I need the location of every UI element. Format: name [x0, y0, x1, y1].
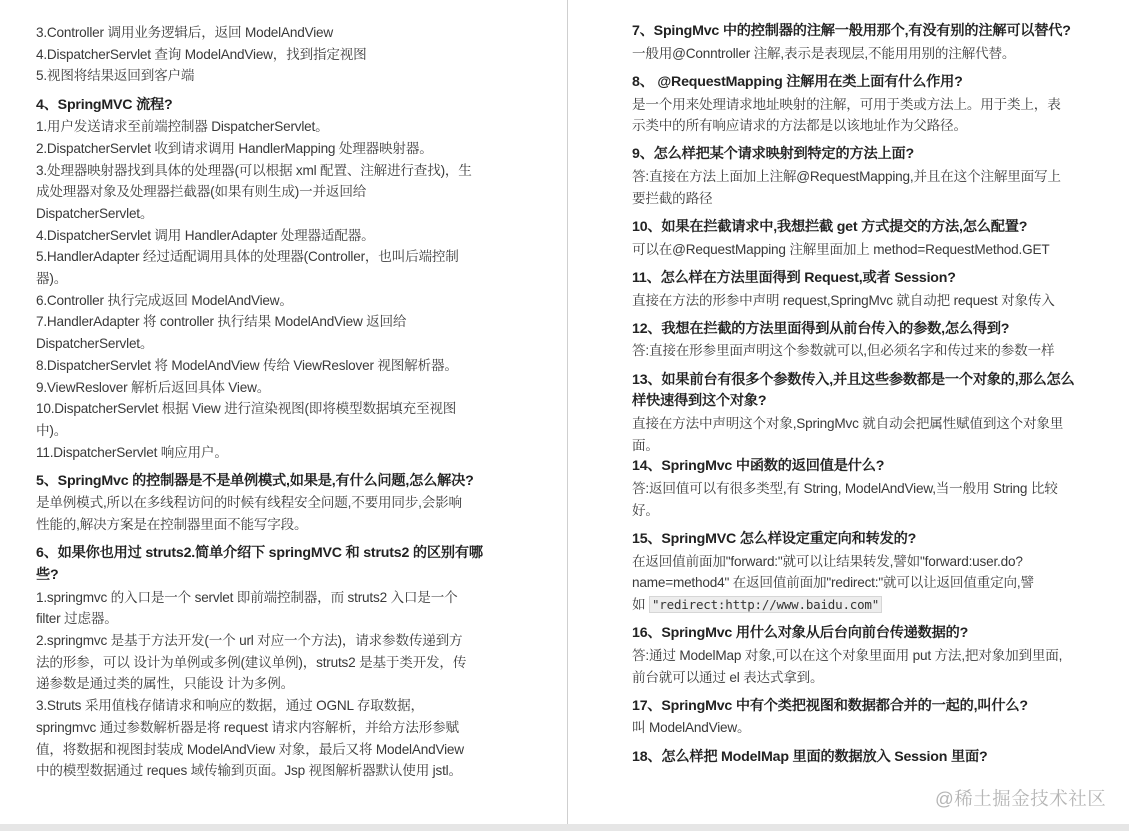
- text-line: 10、如果在拦截请求中,我想拦截 get 方式提交的方法,怎么配置?: [632, 219, 1028, 235]
- answer-paragraph: [632, 478, 1122, 521]
- text-line: 性能的,解决方案是在控制器里面不能写字段。: [36, 517, 308, 533]
- question-heading: [632, 696, 1122, 718]
- text-line: DispatcherServlet。: [36, 336, 154, 352]
- question-heading: [36, 471, 556, 493]
- text-line: 值，将数据和视图封装成 ModelAndView 对象，最后又将 ModelAndView: [36, 741, 464, 757]
- text-line: 1.springmvc 的入口是一个 servlet 即前端控制器，而 struts2 入口是一个: [36, 589, 458, 605]
- question-heading: [632, 21, 1122, 43]
- text-line: 17、SpringMvc 中有个类把视图和数据都合并的一起的,叫什么?: [632, 697, 1028, 714]
- text-line: 11、怎么样在方法里面得到 Request,或者 Session?: [632, 269, 956, 286]
- text-line: 答:直接在方法上面加上注解@RequestMapping,并且在这个注解里面写上: [632, 169, 1061, 185]
- answer-paragraph: [632, 166, 1122, 209]
- text-line: 6.Controller 执行完成返回 ModelAndView。: [36, 292, 293, 308]
- text-line: 是一个用来处理请求地址映射的注解，可用于类或方法上。用于类上，表: [632, 96, 1061, 112]
- answer-paragraph: [632, 239, 1122, 261]
- text-line: 8.DispatcherServlet 将 ModelAndView 传给 ViewReslover 视图解析器。: [36, 357, 458, 373]
- answer-paragraph: [36, 116, 556, 463]
- text-line: 16、SpringMvc 用什么对象从后台向前台传递数据的?: [632, 625, 969, 642]
- text-line: 示类中的所有响应请求的方法都是以该地址作为父路径。: [632, 118, 967, 134]
- text-line: 5、SpringMvc 的控制器是不是单例模式,如果是,有什么问题,怎么解决?: [36, 472, 474, 489]
- question-heading: [632, 747, 1122, 769]
- question-heading: [632, 456, 1122, 478]
- text-span: 如: [632, 597, 649, 612]
- question-heading: [36, 543, 556, 586]
- answer-paragraph: [632, 645, 1122, 688]
- text-line: 答:直接在形参里面声明这个参数就可以,但必须名字和传过来的参数一样: [632, 343, 1055, 359]
- text-line: 11.DispatcherServlet 响应用户。: [36, 444, 228, 460]
- text-line: 5.视图将结果返回到客户端: [36, 68, 195, 84]
- question-heading: [632, 268, 1122, 290]
- text-line: 前台就可以通过 el 表达式拿到。: [632, 669, 824, 685]
- viewer-bottom-bar: [0, 824, 1129, 831]
- answer-paragraph: [632, 413, 1122, 456]
- text-line: 4、SpringMVC 流程?: [36, 96, 173, 113]
- text-line: 叫 ModelAndView。: [632, 720, 751, 736]
- text-line: 些?: [36, 567, 59, 583]
- text-line: 成处理器对象及处理器拦截器(如果有则生成)一并返回给: [36, 184, 367, 200]
- text-line: 器)。: [36, 271, 68, 287]
- question-heading: [632, 319, 1122, 341]
- left-page-content: [36, 22, 556, 782]
- text-line: 6、如果你也用过 struts2.简单介绍下 springMVC 和 struts2 的区别有哪: [36, 545, 483, 562]
- text-line: filter 过虑器。: [36, 611, 118, 627]
- text-line: 答:通过 ModelMap 对象,可以在这个对象里面用 put 方法,把对象加到里面,: [632, 647, 1063, 663]
- answer-paragraph: [632, 340, 1122, 362]
- text-line: 5.HandlerAdapter 经过适配调用具体的处理器(Controller，也叫后端控制: [36, 249, 459, 265]
- text-line: 18、怎么样把 ModelMap 里面的数据放入 Session 里面?: [632, 748, 988, 765]
- text-line: 直接在方法中声明这个对象,SpringMvc 就自动会把属性赋值到这个对象里: [632, 416, 1064, 431]
- text-line: 2.DispatcherServlet 收到请求调用 HandlerMapping 处理器映射器。: [36, 140, 433, 156]
- text-line: name=method4" 在返回值前面加"redirect:"就可以让返回值重定向,譬: [632, 575, 1034, 591]
- text-line: 2.springmvc 是基于方法开发(一个 url 对应一个方法)，请求参数传递到方: [36, 633, 463, 649]
- text-line: 9、怎么样把某个请求映射到特定的方法上面?: [632, 146, 914, 163]
- text-line: 15、SpringMVC 怎么样设定重定向和转发的?: [632, 530, 917, 547]
- text-line: 在返回值前面加"forward:"就可以让结果转发,譬如"forward:user.do?: [632, 553, 1023, 569]
- question-heading: [632, 529, 1122, 551]
- answer-paragraph: [632, 551, 1122, 616]
- text-line: 1.用户发送请求至前端控制器 DispatcherServlet。: [36, 119, 329, 135]
- right-page-content: [632, 21, 1122, 768]
- text-line: 4.DispatcherServlet 查询 ModelAndView，找到指定视图: [36, 46, 367, 62]
- right-page: [568, 0, 1129, 824]
- text-line: 可以在@RequestMapping 注解里面加上 method=RequestMethod.GET: [632, 241, 1050, 257]
- question-heading: [632, 623, 1122, 645]
- text-line: 面。: [632, 437, 659, 453]
- text-line: 4.DispatcherServlet 调用 HandlerAdapter 处理器适配器。: [36, 227, 375, 243]
- text-line: 14、SpringMvc 中函数的返回值是什么?: [632, 458, 885, 475]
- answer-paragraph: [36, 22, 556, 87]
- answer-paragraph: [632, 290, 1122, 312]
- text-line: 8、 @RequestMapping 注解用在类上面有什么作用?: [632, 73, 963, 90]
- question-heading: [632, 370, 1122, 413]
- text-line: 7、SpingMvc 中的控制器的注解一般用那个,有没有别的注解可以替代?: [632, 23, 1071, 39]
- left-page: [0, 0, 567, 824]
- text-line: 递参数是通过类的属性，只能设 计为多例。: [36, 676, 295, 692]
- text-line-with-code: [632, 594, 1122, 616]
- text-line: 一般用@Conntroller 注解,表示是表现层,不能用用别的注解代替。: [632, 45, 1016, 61]
- question-heading: [632, 144, 1122, 166]
- text-line: 好。: [632, 502, 659, 518]
- question-heading: [36, 95, 556, 117]
- text-line: 是单例模式,所以在多线程访问的时候有线程安全问题,不要用同步,会影响: [36, 495, 462, 511]
- text-line: 3.Controller 调用业务逻辑后，返回 ModelAndView: [36, 25, 333, 40]
- watermark: @稀土掘金技术社区: [935, 788, 1107, 809]
- question-heading: [632, 217, 1122, 239]
- text-line: 7.HandlerAdapter 将 controller 执行结果 ModelAndView 返回给: [36, 314, 407, 330]
- answer-paragraph: [36, 587, 556, 782]
- text-line: 要拦截的路径: [632, 190, 713, 206]
- question-heading: [632, 72, 1122, 94]
- text-line: 3.Struts 采用值栈存储请求和响应的数据，通过 OGNL 存取数据，: [36, 698, 424, 714]
- text-line: springmvc 通过参数解析器是将 request 请求内容解析，并给方法形参赋: [36, 719, 459, 735]
- inline-code: "redirect:http://www.baidu.com": [649, 596, 882, 613]
- answer-paragraph: [632, 717, 1122, 739]
- answer-paragraph: [36, 492, 556, 535]
- text-line: 9.ViewReslover 解析后返回具体 View。: [36, 379, 271, 395]
- text-line: 12、我想在拦截的方法里面得到从前台传入的参数,怎么得到?: [632, 320, 1010, 337]
- answer-paragraph: [632, 43, 1122, 65]
- text-line: 10.DispatcherServlet 根据 View 进行渲染视图(即将模型数据填充至视图: [36, 401, 457, 417]
- text-line: 答:返回值可以有很多类型,有 String, ModelAndView,当一般用 String 比较: [632, 481, 1058, 497]
- text-line: 3.处理器映射器找到具体的处理器(可以根据 xml 配置、注解进行查找)，生: [36, 162, 472, 178]
- text-line: 样快速得到这个对象?: [632, 393, 767, 410]
- text-line: 中的模型数据通过 reques 域传输到页面。Jsp 视图解析器默认使用 jstl。: [36, 763, 462, 779]
- text-line: 法的形参，可以 设计为单例或多例(建议单例)，struts2 是基于类开发，传: [36, 654, 467, 670]
- text-line: 中)。: [36, 422, 68, 438]
- text-line: 13、如果前台有很多个参数传入,并且这些参数都是一个对象的,那么怎么: [632, 371, 1075, 388]
- text-line: 直接在方法的形参中声明 request,SpringMvc 就自动把 request 对象传入: [632, 292, 1055, 308]
- answer-paragraph: [632, 94, 1122, 137]
- text-line: DispatcherServlet。: [36, 206, 154, 221]
